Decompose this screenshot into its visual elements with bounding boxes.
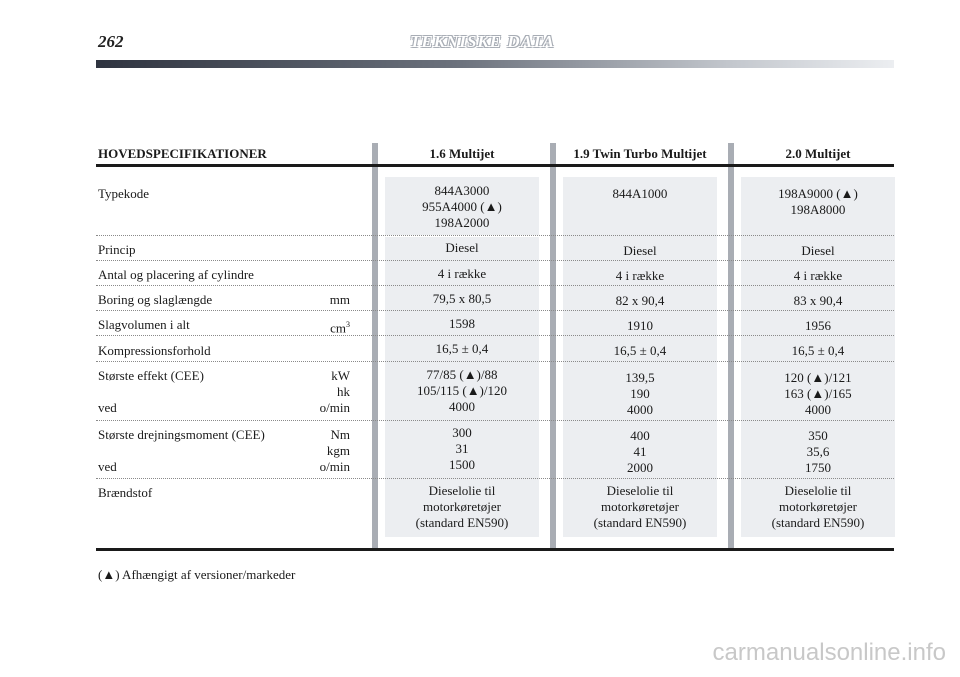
header-gradient-bar — [96, 60, 894, 68]
column-separator — [728, 143, 734, 550]
column-separator — [550, 143, 556, 550]
unit-torque: Nm kgm o/min — [319, 427, 350, 474]
row-divider — [96, 310, 894, 311]
cell-cylinders-19: 4 i række — [615, 268, 665, 283]
header-20-multijet: 2.0 Multijet — [785, 146, 851, 161]
cell-principle-19: Diesel — [623, 243, 657, 258]
row-divider — [96, 260, 894, 261]
unit-cm3: $cm^3$ — [330, 320, 350, 336]
unit-power: kW hk o/min — [319, 368, 350, 415]
row-label-displacement: Slagvolumen i alt — [98, 317, 190, 332]
row-label-type-code: Typekode — [98, 186, 150, 201]
header-19-twin-turbo: 1.9 Twin Turbo Multijet — [573, 146, 707, 161]
row-label-cylinders: Antal og placering af cylindre — [98, 267, 254, 282]
header-16-multijet: 1.6 Multijet — [429, 146, 495, 161]
row-label-max-torque: Største drejningsmoment (CEE) ved — [98, 427, 265, 474]
cell-max-power-16: 77/85 (▲)/88 105/115 (▲)/120 4000 — [416, 367, 508, 414]
cell-bore-stroke-16: 79,5 x 80,5 — [432, 291, 492, 306]
page-number: 262 — [98, 32, 124, 51]
cell-compression-20: 16,5 ± 0,4 — [791, 343, 845, 358]
cell-max-torque-19: 400 41 2000 — [627, 428, 653, 475]
cell-fuel-16: Dieselolie til motorkøretøjer (standard EN590) — [415, 483, 509, 530]
cell-bore-stroke-20: 83 x 90,4 — [793, 293, 843, 308]
cell-fuel-19: Dieselolie til motorkøretøjer (standard EN590) — [593, 483, 687, 530]
cell-compression-16: 16,5 ± 0,4 — [435, 341, 489, 356]
cell-cylinders-20: 4 i række — [793, 268, 843, 283]
row-label-bore-stroke: Boring og slaglængde — [98, 292, 213, 307]
row-divider — [96, 361, 894, 362]
row-label-principle: Princip — [98, 242, 136, 257]
cell-compression-19: 16,5 ± 0,4 — [613, 343, 667, 358]
cell-max-torque-20: 350 35,6 1750 — [805, 428, 831, 475]
row-divider — [96, 478, 894, 479]
row-label-fuel: Brændstof — [98, 485, 153, 500]
row-divider — [96, 335, 894, 336]
table-bottom-rule — [96, 548, 894, 551]
watermark: carmanualsonline.info — [712, 639, 946, 666]
cell-type-code-19: 844A1000 — [612, 186, 668, 201]
header-rule — [96, 164, 894, 167]
cell-principle-20: Diesel — [801, 243, 835, 258]
cell-max-torque-16: 300 31 1500 — [449, 425, 475, 472]
cell-max-power-19: 139,5 190 4000 — [625, 370, 655, 417]
cell-principle-16: Diesel — [445, 240, 479, 255]
row-label-max-power: Største effekt (CEE) ved — [98, 368, 204, 415]
row-label-compression: Kompressionsforhold — [98, 343, 211, 358]
cell-displacement-19: 1910 — [627, 318, 653, 333]
row-divider — [96, 235, 894, 236]
section-title: TEKNISKE DATA — [410, 32, 555, 51]
row-divider — [96, 420, 894, 421]
cell-bore-stroke-19: 82 x 90,4 — [615, 293, 665, 308]
cell-type-code-20: 198A9000 (▲) 198A8000 — [778, 186, 858, 217]
footnote: (▲) Afhængigt af versioner/markeder — [98, 567, 296, 582]
header-main-specs: HOVEDSPECIFIKATIONER — [98, 146, 267, 161]
cell-cylinders-16: 4 i række — [437, 266, 487, 281]
cell-fuel-20: Dieselolie til motorkøretøjer (standard EN590) — [771, 483, 865, 530]
cell-displacement-16: 1598 — [449, 316, 475, 331]
cell-type-code-16: 844A3000 955A4000 (▲) 198A2000 — [422, 183, 502, 230]
unit-mm: mm — [329, 292, 350, 307]
cell-displacement-20: 1956 — [805, 318, 831, 333]
column-separator — [372, 143, 378, 550]
row-divider — [96, 285, 894, 286]
cell-max-power-20: 120 (▲)/121 163 (▲)/165 4000 — [784, 370, 852, 417]
